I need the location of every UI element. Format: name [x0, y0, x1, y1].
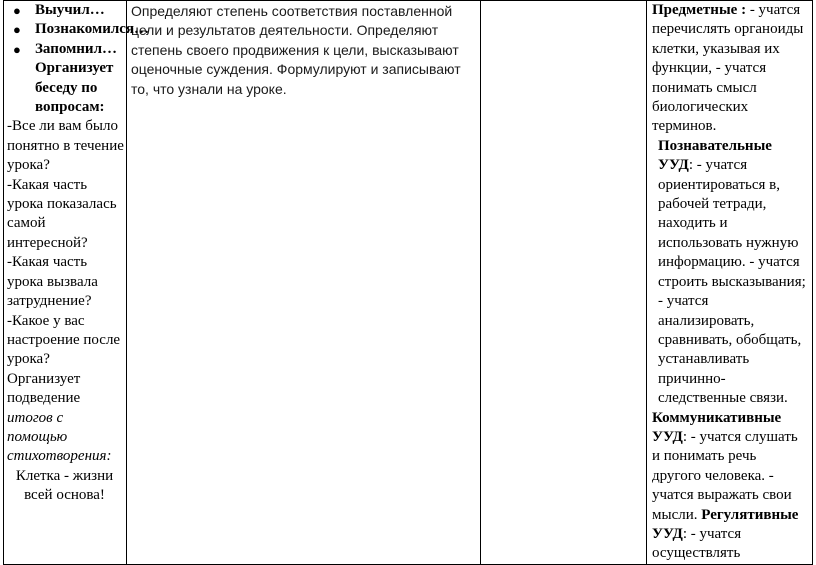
bullet-icon: ●	[13, 22, 21, 38]
poem-line-2: всей основа!	[24, 487, 105, 504]
teacher-activity-cell	[4, 1, 150, 565]
communicative-outcomes	[652, 409, 808, 564]
communicative-text: : - учатся слушать и понимать речь другого человека. - учатся выражать свои мысли.	[652, 428, 798, 523]
list-item: ● Познакомился…	[7, 20, 126, 39]
subject-outcomes	[652, 1, 808, 137]
reflection-bullet-list	[7, 1, 150, 117]
list-item: ● Выучил…	[7, 1, 126, 20]
student-activity-text: Определяют степень соответствия поставленной цели и результатов деятельности. Определяют степень своего продвижения к цели, высказывают оценочные суждения. Формулируют и записывают то, что узнали на уроке.	[131, 3, 461, 97]
outcomes-cell	[647, 1, 813, 565]
table-row	[4, 1, 813, 565]
cognitive-text: : - учатся ориентироваться в, рабочей тетради, находить и использовать нужную информацию. - учатся строить высказывания; - учатся анализировать, сравнивать, обобщать, устанавливать причинно-следственные связи.	[658, 157, 806, 407]
bullet-continuation: Организует беседу по вопросам:	[35, 60, 114, 116]
question-1: -Все ли вам было понятно в течение урока?	[7, 118, 124, 174]
summary-italic: итогов с помощью стихотворения:	[7, 409, 112, 465]
communicative-label: Коммуникативные УУД	[652, 409, 782, 445]
empty-cell	[481, 1, 647, 565]
question-3: -Какая часть урока вызвала затруднение?	[7, 254, 98, 310]
regulative-label: Регулятивные УУД	[652, 506, 799, 542]
poem-line-1: Клетка - жизни	[15, 467, 114, 484]
subject-label: Предметные :	[652, 2, 747, 18]
cognitive-outcomes	[652, 137, 808, 409]
regulative-text: : - учатся осуществлять	[652, 525, 742, 562]
question-2: -Какая часть урока показалась самой интересной?	[7, 176, 117, 251]
bullet-icon: ●	[13, 3, 21, 18]
summary-intro: Организует подведение	[7, 370, 81, 407]
student-activity-cell	[127, 1, 481, 565]
subject-text: - учатся перечислять органоиды клетки, указывая их функции, - учатся понимать смысл биологических терминов.	[652, 2, 804, 135]
bullet-icon: ●	[13, 41, 21, 57]
question-4: -Какое у вас настроение после урока?	[7, 312, 121, 368]
cognitive-label: Познавательные УУД	[658, 137, 772, 174]
lesson-table	[3, 0, 813, 565]
list-item: ● Запомнил… Организует беседу по вопросам:	[13, 40, 117, 116]
